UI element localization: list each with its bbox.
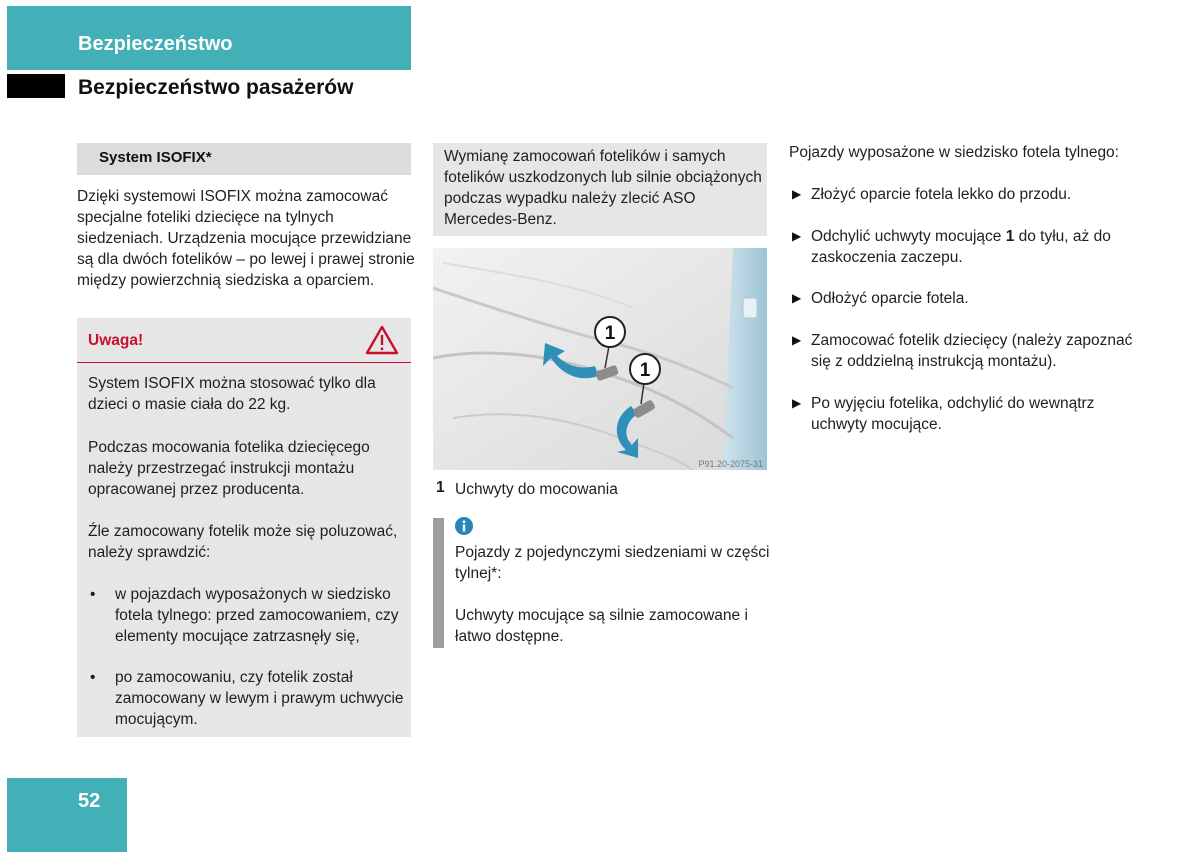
step-item: Odłożyć oparcie fotela. <box>811 290 969 307</box>
steps-heading: Pojazdy wyposażone w siedzisko fotela tylnego: <box>789 144 1119 161</box>
step-arrow-icon: ▶ <box>792 187 802 201</box>
warning-title: Uwaga! <box>88 332 144 349</box>
note-text: Wymianę zamocowań fotelików i samych fotelików uszkodzonych lub silnie obciążonych podczas wypadku należy zlecić ASO Mercedes-Benz. <box>444 148 762 228</box>
list-item: w pojazdach wyposażonych w siedzisko fotela tylnego: przed zamocowaniem, czy elementy mocujące zatrzasnęły się, <box>115 586 399 645</box>
step-arrow-icon: ▶ <box>792 229 802 243</box>
image-code: P91.20-2075-31 <box>698 459 763 469</box>
step-arrow-icon: ▶ <box>792 333 802 347</box>
step-item: Odchylić uchwyty mocujące 1 do tyłu, aż do zaskoczenia zaczepu. <box>811 228 1111 266</box>
caption-text: Uchwyty do mocowania <box>455 481 618 498</box>
list-item: po zamocowaniu, czy fotelik został zamocowany w lewym i prawym uchwycie mocującym. <box>115 669 404 728</box>
step-item: Po wyjęciu fotelika, odchylić do wewnątrz uchwyty mocujące. <box>811 395 1095 433</box>
step-arrow-icon: ▶ <box>792 291 802 305</box>
bullet-marker: • <box>90 586 96 603</box>
step-item: Złożyć oparcie fotela lekko do przodu. <box>811 186 1072 203</box>
info-paragraph: Uchwyty mocujące są silnie zamocowane i łatwo dostępne. <box>455 607 748 645</box>
callout-label: 1 <box>639 360 651 381</box>
info-sidebar <box>433 518 444 648</box>
step-arrow-icon: ▶ <box>792 396 802 410</box>
info-icon <box>455 517 473 535</box>
info-paragraph: Pojazdy z pojedynczymi siedzeniami w części tylnej*: <box>455 544 770 582</box>
warning-paragraph: Źle zamocowany fotelik może się poluzować, należy sprawdzić: <box>88 523 398 561</box>
callout-label: 1 <box>604 323 616 344</box>
section-title: Bezpieczeństwo pasażerów <box>78 76 354 99</box>
step-item: Zamocować fotelik dziecięcy (należy zapoznać się z oddzielną instrukcją montażu). <box>811 332 1133 370</box>
warning-paragraph: System ISOFIX można stosować tylko dla dzieci o masie ciała do 22 kg. <box>88 375 376 413</box>
intro-paragraph: Dzięki systemowi ISOFIX można zamocować specjalne foteliki dziecięce na tylnych siedzeniach. Urządzenia mocujące przewidziane są dla dwóch fotelików – po lewej i prawej stronie między powierzchnią siedziska a oparciem. <box>77 188 415 289</box>
chapter-title: Bezpieczeństwo <box>78 33 233 55</box>
seat-anchor-photo <box>433 248 767 470</box>
page-number-band <box>7 778 127 852</box>
bullet-marker: • <box>90 669 96 686</box>
warning-paragraph: Podczas mocowania fotelika dziecięcego należy przestrzegać instrukcji montażu opracowanej przez producenta. <box>88 439 370 498</box>
caption-number: 1 <box>436 479 445 496</box>
page-number: 52 <box>78 790 101 812</box>
section-marker <box>7 74 65 98</box>
warning-triangle-icon <box>365 325 399 355</box>
subsection-title: System ISOFIX* <box>99 149 212 166</box>
warning-divider <box>77 362 411 363</box>
